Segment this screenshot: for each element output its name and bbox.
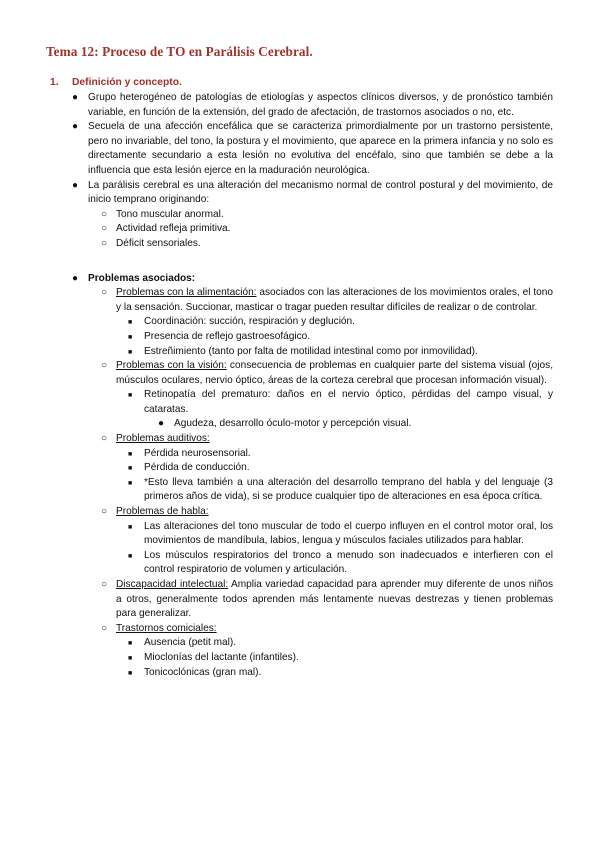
disc-bullet-icon: ● [72,92,79,103]
problem-subitem: ■ *Esto lleva también a una alteración del desarrollo temprano del habla y del lenguaje (3 primeros años de vida), si se produce cualquier tipo de alteraciones en esa época crítica. [128,476,553,503]
circle-bullet-icon: ○ [101,208,108,220]
disc-bullet-icon: ● [72,121,79,133]
square-bullet-icon: ■ [128,333,133,341]
problem-speech [101,505,553,520]
definition-item: ● Grupo heterogéneo de patologías de etiologías y aspectos clínicos diversos, y de pronóstico también variable, en función de la extensión, del grado de afectación, de trastornos asociados o no, etc. [72,92,553,118]
problem-label: Problemas con la visión: [116,360,227,372]
square-bullet-icon: ■ [128,465,133,473]
problem-label: Problemas de habla: [116,506,209,518]
square-bullet-icon: ■ [128,552,133,560]
disc-bullet-icon: ● [72,179,79,191]
problem-hearing [101,432,553,447]
document-body [0,76,600,680]
problem-subitem: ■ Los músculos respiratorios del tronco a menudo son inadecuados e interfieren con el control respiratorio de volumen y articulación. [128,549,553,576]
problem-subitem: ■ Mioclonías del lactante (infantiles). [144,651,553,666]
problem-subsubitem: ● Agudeza, desarrollo óculo-motor y percepción visual. [174,417,553,432]
problem-label: Problemas auditivos: [116,433,210,445]
circle-bullet-icon: ○ [101,287,108,299]
circle-bullet-icon: ○ [101,237,108,249]
problem-seizures [101,622,553,637]
square-bullet-icon: ■ [128,479,133,487]
problem-subitem: ■ Pérdida de conducción. [144,461,553,476]
circle-bullet-icon: ○ [101,433,108,445]
document-title: Tema 12: Proceso de TO en Parálisis Cerebral. [46,44,313,59]
problem-subitem: ■ Tonicoclónicas (gran mal). [144,666,553,681]
problem-feeding: ○ Problemas con la alimentación: asociados con las alteraciones de los movimientos orales, el tono y la sensación. Succionar, masticar o tragar pueden resultar difíciles de realizar o de controlar. [101,287,554,313]
square-bullet-icon: ■ [128,319,133,327]
problem-subitem: ■ Presencia de reflejo gastroesofágico. [144,330,553,345]
problem-label: Problemas con la alimentación: [116,287,257,299]
circle-bullet-icon: ○ [101,360,108,372]
disc-bullet-icon: ● [72,272,79,284]
square-bullet-icon: ■ [128,523,133,531]
problem-subitem: ■ Retinopatía del prematuro: daños en el nervio óptico, pérdidas del campo visual, y cataratas. [128,389,553,415]
circle-bullet-icon: ○ [101,223,108,235]
problem-subitem: ■ Coordinación: succión, respiración y deglución. [144,315,553,330]
circle-bullet-icon: ○ [101,506,108,518]
definition-subitem: ○ Déficit sensoriales. [116,237,553,252]
problem-vision: ○ Problemas con la visión: consecuencia de problemas en cualquier parte del sistema visual (ojos, músculos oculares, nervio óptico, áreas de la corteza cerebral que procesan información visual). [101,360,553,386]
definition-subitem: ○ Tono muscular anormal. [116,208,553,223]
problem-subitem: ■ Ausencia (petit mal). [144,636,553,651]
definition-item: ● La parálisis cerebral es una alteración del mecanismo normal de control postural y del movimiento, de inicio temprano originando: [72,179,553,206]
problem-subitem: ■ Pérdida neurosensorial. [144,447,553,462]
section-heading [50,76,600,91]
circle-bullet-icon: ○ [101,579,108,590]
square-bullet-icon: ■ [128,654,133,662]
problem-subitem: ■ Estreñimiento (tanto por falta de motilidad intestinal como por inmovilidad). [144,345,553,360]
problem-intellectual: ○ Discapacidad intelectual: Amplia variedad capacidad para aprender muy diferente de unos niños a otros, generalmente todos aprenden más lentamente nuevas destrezas y tienen problemas para generalizar. [101,579,553,620]
problem-label: Discapacidad intelectual: [116,579,229,590]
problems-heading: ● Problemas asociados: [88,272,553,287]
square-bullet-icon: ■ [128,669,133,677]
definition-subitem: ○ Actividad refleja primitiva. [116,222,553,237]
square-bullet-icon: ■ [128,348,133,356]
problem-subitem: ■ Las alteraciones del tono muscular de todo el cuerpo influyen en el control motor oral, los movimientos de mandíbula, labios, lengua y músculos faciales utilizados para hablar. [128,520,553,547]
square-bullet-icon: ■ [128,392,133,400]
definition-item: ● Secuela de una afección encefálica que se caracteriza primordialmente por un trastorno persistente, pero no invariable, del tono, la postura y el movimiento, que aparece en la primera infancia y no solo es directamente secundario a esta lesión no evolutiva del encéfalo, sino que también se debe a la influencia que esta lesión ejerce en la maduración neurológica. [72,121,553,176]
circle-bullet-icon: ○ [101,622,108,634]
section-heading-text: Definición y concepto. [72,77,182,88]
section-number: 1. [50,77,59,88]
square-bullet-icon: ■ [128,640,133,648]
disc-bullet-icon: ● [158,418,165,430]
square-bullet-icon: ■ [128,450,133,458]
problem-label: Trastornos comiciales: [116,622,217,634]
